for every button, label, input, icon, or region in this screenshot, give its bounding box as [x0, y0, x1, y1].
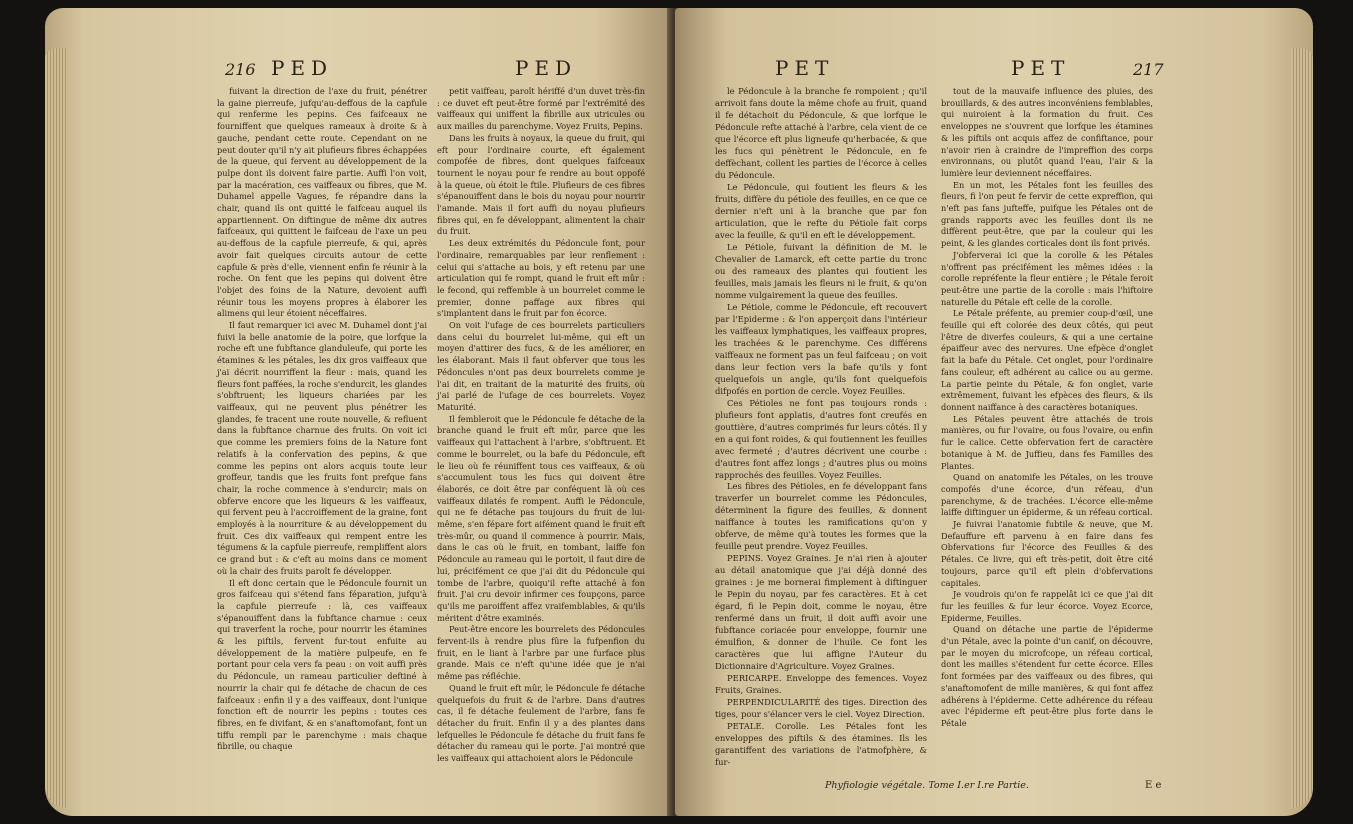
paragraph: Les Pétales peuvent être attachés de trois manières, ou fur l'ovaire, ou fous l'ovaire, ou enfin fur le calice. Cette obfervation fert de caractère botanique à M. de Juffieu, dans fes Familles des Plantes.: [941, 413, 1153, 471]
paragraph: Il eft donc certain que le Pédoncule fournit un gros faifceau qui s'étend fans féparation, jufqu'à la capfule pierreufe : là, ces vaiffeaux s'épanouiffent dans la fubftance charnue : ceux qui traverfent la roche, pour nourrir les étamines & les piftils, fervent fur-tout enfuite au développement de la matière pulpeufe, en fe portant pour cela vers fa peau : on voit auffi près du Pédoncule, un rameau particulier deftiné à nourrir la chair qui fe détache de chacun de ces faifceaux : enfin il y a des vaiffeaux, dont l'unique fonction eft de nourrir les pepins : toutes ces fibres, en fe divifant, & en s'anaftomofant, font un tiffu rempli par le parenchyme : mais chaque fibrille, ou chaque: [217, 577, 427, 752]
right-page-number: 217: [1133, 60, 1164, 79]
paragraph: Le Pétale préfente, au premier coup-d'œil, une feuille qui eft colorée des deux côtés, qui peut l'être de diverfes couleurs, & qui a une certaine épaiffeur avec des nervures. Une efpèce d'onglet fait la bafe du Pétale. Cet onglet, pour l'ordinaire fans couleur, eft adhérent au calice ou au germe. La partie peinte du Pétale, & fon onglet, varie extrêmement, fuivant les efpèces des fleurs, & ils donnent naiffance à des caractères botaniques.: [941, 308, 1153, 412]
right-column-2: [941, 86, 1153, 730]
paragraph: En un mot, les Pétales font les feuilles des fleurs, fi l'on peut fe fervir de cette expreffion, qui n'eft pas fans jufteffe, puifque les Pétales ont de grands rapports avec les feuilles dont ils ne diffèrent peut-être, que par la couleur qui les peint, & les glandes corticales dont ils font privés.: [941, 179, 1153, 249]
left-page: [45, 8, 671, 816]
left-column-1: [217, 86, 427, 753]
paragraph: PERICARPE. Enveloppe des femences. Voyez Fruits, Graines.: [715, 673, 927, 696]
page-footer: Phyfiologie végétale. Tome I.er I.re Partie.: [825, 780, 1029, 791]
paragraph: Les fibres des Pétioles, en fe développant fans traverfer un bourrelet comme les Pédoncules, déterminent la figure des feuilles, & donnent naiffance à toutes les ramifications qu'on y obferve, de même qu'à toutes les formes que la feuille peut prendre. Voyez Feuilles.: [715, 481, 927, 552]
right-running-head: PET: [775, 56, 835, 80]
paragraph: petit vaiffeau, paroît hériffé d'un duvet très-fin : ce duvet eft peut-être formé par l'extrémité des vaiffeaux qui uniffent la fibrille aux utricules ou aux mailles du parenchyme. Voyez Fruits, Pepins.: [437, 86, 645, 132]
paragraph: Le Pédoncule, qui foutient les fleurs & les fruits, diffère du pétiole des feuilles, en ce que ce dernier n'eft uni à la branche que par fon articulation, que le refte du Pétiole fait corps avec la feuille, & qu'il en eft le développement.: [715, 181, 927, 240]
left-column-2: [437, 86, 645, 765]
right-column-1: [715, 86, 927, 769]
paragraph: Les deux extrémités du Pédoncule font, pour l'ordinaire, remarquables par leur renflement : celui qui s'attache au bois, y eft retenu par une articulation qui fe rompt, quand le fruit eft mûr : le fecond, qui reffemble à un bourrelet comme le premier, donne paffage aux fibres qui s'implantent dans le fruit par fon écorce.: [437, 238, 645, 319]
right-page: [675, 8, 1313, 816]
paragraph: Je voudrois qu'on fe rappelât ici ce que j'ai dit fur les feuilles & fur leur écorce. Voyez Ecorce, Epiderme, Feuilles.: [941, 589, 1153, 623]
right-page-edges: [1291, 48, 1313, 808]
paragraph: PERPENDICULARITÉ des tiges. Direction des tiges, pour s'élancer vers le ciel. Voyez Direction.: [715, 697, 927, 720]
paragraph: fuivant la direction de l'axe du fruit, pénétrer la gaine pierreufe, jufqu'au-deffous de la capfule qui renferme les pepins. Ces faifceaux ne fourniffent que quelques rameaux à droite & à gauche, pendant cette route. Cependant on ne peut douter qu'il n'y ait plufieurs fibres échappées de la queue, qui fervent au développement de la pulpe dont ils doivent faire partie. Auffi l'on voit, par la macération, ces vaiffeaux ou fibres, que M. Duhamel appelle Vagues, fe répandre dans la chair, quand ils ont quitté le faifceau auquel ils appartiennent. On diftingue de même dix autres faifceaux, qui quittent le faifceau de l'axe un peu au-deffous de la capfule pierreufe, & qui, après avoir fait quelques circuits autour de cette capfule & près d'elle, viennent enfin fe réunir à la roche. On fent que les pepins qui doivent être l'objet des foins de la Nature, devoient auffi réunir tous les moyens propres à élaborer les alimens qui leur étoient néceffaires.: [217, 86, 427, 319]
paragraph: Quand le fruit eft mûr, le Pédoncule fe détache quelquefois du fruit & de l'arbre. Dans d'autres cas, il fe détache feulement de l'arbre, fans fe détacher du fruit. Enfin il y a des plantes dans lefquelles le Pédoncule fe détache du fruit fans fe détacher du rameau qui le porte. J'ai montré que les vaiffeaux qui attachoient alors le Pédoncule: [437, 682, 645, 764]
left-page-edges: [45, 48, 67, 808]
paragraph: le Pédoncule à la branche fe rompoient ; qu'il arrivoit fans doute la même chofe au fruit, quand il fe détachoit du Pédoncule, & que lorfque le Pédoncule refte attaché à l'arbre, cela vient de ce que l'écorce eft plus ligneufe qu'herbacée, & que les fucs qui pénètrent le Pédoncule, en fe deffèchant, collent les parties de l'écorce à celles du Pédoncule.: [715, 86, 927, 180]
paragraph: PETALE. Corolle. Les Pétales font les enveloppes des piftils & des étamines. Ils les garantiffent des variations de l'atmofphère, & fur-: [715, 721, 927, 768]
paragraph: Quand on anatomife les Pétales, on les trouve compofés d'une écorce, d'un réfeau, d'un parenchyme, & de trachées. L'écorce elle-même laiffe diftinguer un épiderme, & un réfeau cortical.: [941, 472, 1153, 518]
paragraph: Le Pétiole, fuivant la définition de M. le Chevalier de Lamarck, eft cette partie du tronc ou des rameaux des plantes qui foutient les feuilles, mais jamais les fleurs ni le fruit, & qu'on nomme vulgairement la queue des feuilles.: [715, 241, 927, 300]
paragraph: J'obferverai ici que la corolle & les Pétales n'offrent pas précifément les mêmes idées : la corolle repréfente la fleur entière ; le Pétale feroit peut-être une partie de la corolle : mais l'hiftoire naturelle du Pétale eft celle de la corolle.: [941, 249, 1153, 307]
paragraph: Ces Pétioles ne font pas toujours ronds : plufieurs font applatis, d'autres font creufés en gouttière, d'autres comprimés fur leurs côtés. Il y en a qui font roides, & qui foutiennent les feuilles avec fermeté ; d'autres décrivent une courbe : d'autres font affez longs ; d'autres plus ou moins rapprochés des feuilles. Voyez Feuilles.: [715, 397, 927, 480]
paragraph: Dans les fruits à noyaux, la queue du fruit, qui eft pour l'ordinaire courte, eft également compofée de fibres, dont quelques faifceaux tournent le noyau pour fe rendre au bout oppofé à la queue, où étoit le ftile. Plufieurs de ces fibres s'épanouiffent dans le bois du noyau pour nourrir l'amande. Mais il fort auffi du noyau plufieurs fibres qui, en fe développant, alimentent la chair du fruit.: [437, 132, 645, 237]
paragraph: PEPINS. Voyez Graines. Je n'ai rien à ajouter au détail anatomique que j'ai déjà donné des graines : je me bornerai fimplement à diftinguer le Pepin du noyau, par fes caractères. Et à cet égard, fi le Pepin doit, comme le noyau, être renfermé dans un fruit, il doit auffi avoir une fubftance coriacée pour enveloppe, fournir une émulfion, & donner de l'huile. Ce font les caractères que lui affigne l'Auteur du Dictionnaire d'Agriculture. Voyez Graines.: [715, 553, 927, 672]
paragraph: Il faut remarquer ici avec M. Duhamel dont j'ai fuivi la belle anatomie de la poire, que lorfque la roche eft une fubftance glanduleufe, qui porte les étamines & les pétales, les dix gros vaiffeaux que j'ai décrit nourriffent la fleur : mais, quand les fleurs font paffées, la roche s'endurcit, les glandes s'obftruent; les liqueurs chariées par les vaiffeaux, qui ne peuvent plus pénétrer les glandes, fe tracent une route nouvelle, & refluent dans la fubftance charnue des fruits. On voit ici que comme les premiers foins de la Nature font relatifs à la confervation des pepins, & que comme les pepins ont alors acquis toute leur groffeur, tandis que les fruits font prefque fans chair, la roche commence à s'endurcir; mais on obferve encore que les liqueurs & les vaiffeaux, qui fervent peu à l'accroiffement de la graine, font employés à la nourriture & au développement du fruit. Ces dix vaiffeaux qui rempent entre les tégumens & la capfule pierreufe, rempliffent alors ce grand but : & c'eft au moins dans ce moment où la chair des fruits paroît fe développer.: [217, 320, 427, 576]
paragraph: On voit l'ufage de ces bourrelets particuliers dans celui du bourrelet lui-même, qui eft un moyen d'attirer des fucs, & de les améliorer, en les élaborant. Mais il faut obferver que tous les Pédoncules n'ont pas deux bourrelets comme je l'ai dit, en traitant de la maturité des fruits, où j'ai parlé de l'ufage de ces bourrelets. Voyez Maturité.: [437, 320, 645, 412]
paragraph: Il fembleroit que le Pédoncule fe détache de la branche quand le fruit eft mûr, parce que les vaiffeaux qui l'attachent à l'arbre, s'obftruent. Et comme le bourrelet, ou la bafe du Pédoncule, eft le lieu où fe réuniffent tous ces vaiffeaux, & où s'accumulent tous les fucs qui doivent être élaborés, ce doit être par conféquent là où ces vaiffeaux dilatés fe rompent. Auffi le Pédoncule, qui ne fe détache pas toujours du fruit de lui-même, s'en fépare fort aifément quand le fruit eft très-mûr, ou quand il commence à pourrir. Mais, dans le cas où le fruit, en tombant, laiffe fon Pédoncule au rameau qui le portoit, il faut dire de lui, précifément ce que j'ai dit du Pédoncule qui tombe de l'arbre, quoiqu'il refte attaché à fon fruit. J'ai cru devoir infirmer ces foupçons, parce qu'ils me paroiffent affez vraifemblables, & qu'ils méritent d'être examinés.: [437, 413, 645, 623]
paragraph: Le Pétiole, comme le Pédoncule, eft recouvert par l'Epiderme : & l'on apperçoit dans l'intérieur les vaiffeaux lymphatiques, les vaiffeaux propres, les trachées & le parenchyme. Ces différens vaiffeaux ne forment pas un feul faifceau ; on voit dans leur fection vers la bafe qu'ils y font quelquefois un angle, qu'ils font quelquefois difpofés en portion de cercle. Voyez Feuilles.: [715, 301, 927, 396]
open-book: [45, 8, 1313, 816]
left-running-head: PED: [271, 56, 334, 80]
left-page-number: 216: [225, 60, 256, 79]
paragraph: Quand on détache une partie de l'épiderme d'un Pétale, avec la pointe d'un canif, on découvre, par le moyen du microfcope, un réfeau cortical, dont les mailles s'étendent fur cette écorce. Elles font formées par des vaiffeaux ou des fibres, qui s'anaftomofent de mille manières, & qui font affez adhérens à l'épiderme. Cette adhérence du réfeau avec l'épiderme eft peut-être plus forte dans le Pétale: [941, 624, 1153, 728]
paragraph: Je fuivrai l'anatomie fubtile & neuve, que M. Defauffure eft parvenu à en faire dans fes Obfervations fur l'écorce des Feuilles & des Pétales. Ce livre, qui eft très-petit, doit être cité toujours, parce qu'il eft plein d'obfervations capitales.: [941, 519, 1153, 588]
paragraph: Peut-être encore les bourrelets des Pédoncules fervent-ils à rendre plus fûre la fufpenfion du fruit, en le liant à l'arbre par une furface plus grande. Mais ce n'eft qu'une idée que je n'ai même pas réfléchie.: [437, 624, 645, 682]
signature-mark: E e: [1145, 780, 1162, 791]
right-running-head-2: PET: [1011, 56, 1071, 80]
paragraph: tout de la mauvaife influence des pluies, des brouillards, & des autres inconvéniens femblables, qui nuiroient à la formation du fruit. Ces enveloppes ne s'ouvrent que lorfque les étamines & les piftils ont acquis affez de confiftance, pour n'avoir rien à craindre de l'impreffion des corps environnans, ou plutôt quand l'eau, l'air & la lumière leur deviennent néceffaires.: [941, 86, 1153, 178]
left-running-head-2: PED: [515, 56, 578, 80]
